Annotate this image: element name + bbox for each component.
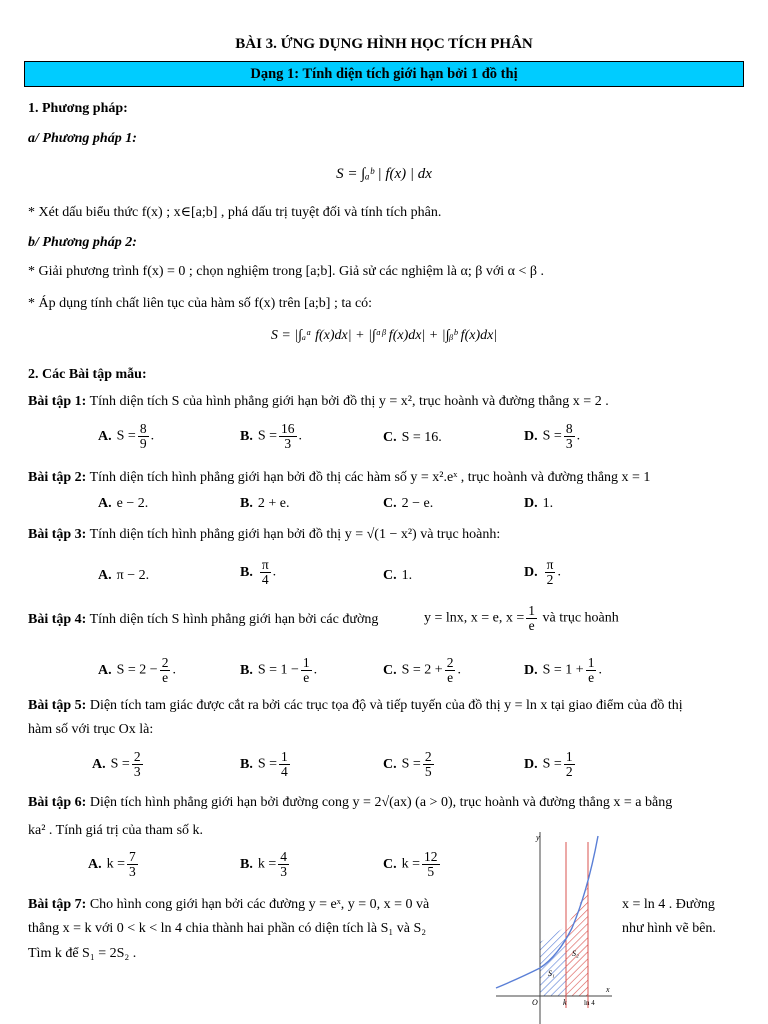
section-examples-heading: 2. Các Bài tập mẫu: <box>28 367 147 382</box>
exercise-5: Bài tập 5: Diện tích tam giác được cắt ra bởi các trục tọa độ và tiếp tuyến của đồ thị y = ln x tại giao điểm của đồ thị <box>28 698 683 713</box>
method-1-description: * Xét dấu biểu thức f(x) ; x∈[a;b] , phá dấu trị tuyệt đối và tính tích phân. <box>28 205 442 220</box>
exercise-1 <box>28 394 609 410</box>
exercise-3-option-b[interactable]: B. $\frac{\pi}{4}$ . <box>240 557 277 587</box>
exercise-1-option-d[interactable]: D. S = $\frac{8}{3}$ . <box>524 421 581 451</box>
ln4-label: ln 4 <box>584 999 595 1007</box>
exercise-1-option-a[interactable]: A. S = $\frac{8}{9}$ . <box>98 421 155 451</box>
exercise-2-option-a[interactable]: A. e − 2. <box>98 496 149 511</box>
exercise-4-option-a[interactable]: A. S = 2 − $\frac{2}{e}$ . <box>98 655 176 685</box>
exercise-5-option-b[interactable]: B. S = $\frac{1}{4}$ <box>240 749 288 779</box>
exercise-7-right-2: như hình vẽ bên. <box>622 921 716 936</box>
method-2-step-1: * Giải phương trình f(x) = 0 ; chọn nghiệm trong [a;b]. Giả sử các nghiệm là α; β với α < β . <box>28 264 544 279</box>
k-label: k <box>563 998 567 1007</box>
s1-label: S₁ <box>548 969 555 978</box>
exercise-4-option-d[interactable]: D. S = 1 + $\frac{1}{e}$ . <box>524 655 602 685</box>
exercise-4-option-c[interactable]: C. S = 2 + $\frac{2}{e}$ . <box>383 655 461 685</box>
exercise-7: Bài tập 7: Cho hình cong giới hạn bởi các đường y = eˣ, y = 0, x = 0 và <box>28 897 430 912</box>
s2-region <box>566 886 588 996</box>
exercise-5-option-c[interactable]: C. S = $\frac{2}{5}$ <box>383 749 432 779</box>
s2-label: S₂ <box>572 949 579 958</box>
method-1-formula: S = ∫ₐᵇ | f(x) | dx <box>336 166 432 182</box>
exercise-3: Bài tập 3: Tính diện tích hình phẳng giới hạn bởi đồ thị y = √(1 − x²) và trục hoành: <box>28 527 501 542</box>
exercise-3-option-d[interactable]: D. $\frac{\pi}{2}$ . <box>524 557 561 587</box>
exercise-6-option-c[interactable]: C. k = $\frac{12}{5}$ <box>383 849 438 879</box>
exercise-3-option-a[interactable]: A. π − 2. <box>98 568 150 583</box>
exercise-2-option-c[interactable]: C. 2 − e. <box>383 496 434 511</box>
exercise-2-option-d[interactable]: D. 1. <box>524 496 554 511</box>
y-axis-label: y <box>536 833 540 842</box>
section-band: Dạng 1: Tính diện tích giới hạn bởi 1 đồ thị <box>24 61 744 87</box>
exercise-7-line-2: thẳng x = k với 0 < k < ln 4 chia thành hai phần có diện tích là S₁ và S₂ <box>28 921 427 936</box>
x-axis-label: x <box>606 985 610 994</box>
exercise-7-graph <box>492 828 616 1024</box>
exercise-4: Bài tập 4: Tính diện tích S hình phẳng giới hạn bởi các đường <box>28 612 379 627</box>
exercise-3-option-c[interactable]: C. 1. <box>383 568 413 583</box>
origin-label: O <box>532 998 538 1007</box>
exercise-4-option-b[interactable]: B. S = 1 − $\frac{1}{e}$ . <box>240 655 318 685</box>
method-1-label: a/ Phương pháp 1: <box>28 131 137 146</box>
exercise-5-option-a[interactable]: A. S = $\frac{2}{3}$ <box>92 749 141 779</box>
exercise-2-option-b[interactable]: B. 2 + e. <box>240 496 290 511</box>
exercise-7-line-3: Tìm k để S₁ = 2S₂ . <box>28 946 137 961</box>
s1-region <box>540 926 566 996</box>
method-2-step-2: * Áp dụng tính chất liên tục của hàm số f(x) trên [a;b] ; ta có: <box>28 296 373 311</box>
exercise-5-option-d[interactable]: D. S = $\frac{1}{2}$ <box>524 749 573 779</box>
exercise-1-option-c[interactable]: C. S = 16. <box>383 430 442 445</box>
exercise-5-line-2: hàm số với trục Ox là: <box>28 722 154 737</box>
exercise-6-option-b[interactable]: B. k = $\frac{4}{3}$ <box>240 849 287 879</box>
exercise-1-option-b[interactable]: B. S = $\frac{16}{3}$ . <box>240 421 303 451</box>
section-method-heading: 1. Phương pháp: <box>28 101 128 116</box>
exercise-6: Bài tập 6: Diện tích hình phẳng giới hạn bởi đường cong y = 2√(ax) (a > 0), trục hoành và đường thẳng x = a bằng <box>28 795 673 810</box>
exercise-6-option-a[interactable]: A. k = $\frac{7}{3}$ <box>88 849 136 879</box>
exercise-6-line-2: ka² . Tính giá trị của tham số k. <box>28 823 204 838</box>
page-title: BÀI 3. ỨNG DỤNG HÌNH HỌC TÍCH PHÂN <box>235 36 533 52</box>
exercise-1-text: Tính diện tích S của hình phẳng giới hạn bởi đồ thị y = x², trục hoành và đường thẳng x = 2 . <box>86 394 609 409</box>
exercise-4-conditions: y = lnx, x = e, x = $\frac{1}{e}$ và trục hoành <box>424 603 619 633</box>
exercise-2: Bài tập 2: Tính diện tích hình phẳng giới hạn bởi đồ thị các hàm số y = x².eˣ , trục hoành và đường thẳng x = 1 <box>28 470 651 485</box>
exercise-1-label: Bài tập 1: <box>28 394 87 409</box>
method-2-label: b/ Phương pháp 2: <box>28 235 137 250</box>
method-2-formula: S = |∫ₐᵅ f(x)dx| + |∫ᵅᵝ f(x)dx| + |∫ᵦᵇ f(x)dx| <box>270 328 498 343</box>
exercise-7-right-1: x = ln 4 . Đường <box>622 897 715 912</box>
